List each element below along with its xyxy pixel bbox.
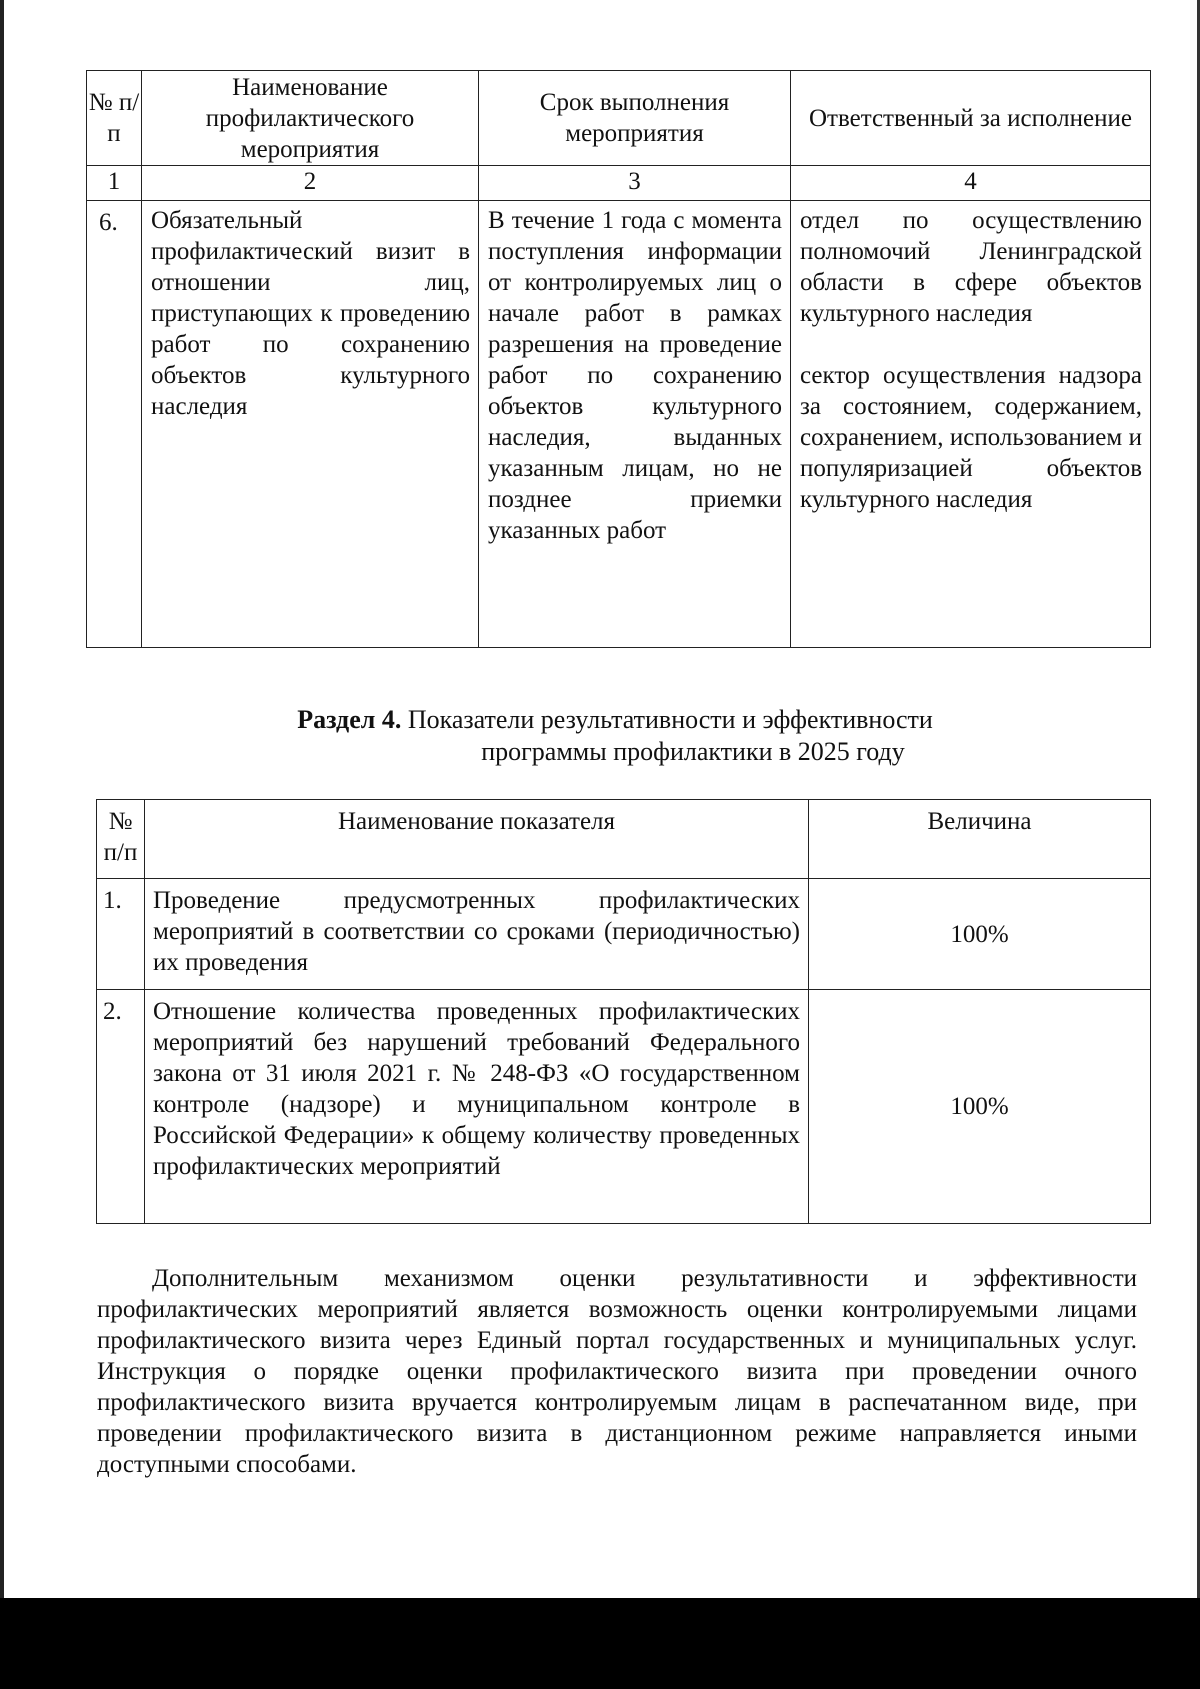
activities-table	[86, 70, 1151, 648]
row-number: 6.	[87, 201, 142, 648]
scan-left-edge	[0, 0, 4, 1689]
activity-term: В течение 1 года с момента поступления информации от контролируемых лиц о начале работ в рамках разрешения на проведение работ по сохранению объектов культурного наследия, выданных указанным лицам, но не позднее приемки указанных работ	[479, 201, 791, 648]
scan-bottom-band	[0, 1598, 1200, 1689]
table-row	[87, 201, 1151, 648]
table-row	[97, 879, 1151, 990]
table-header-row	[97, 800, 1151, 879]
column-number: 2	[142, 166, 479, 201]
indicator-name: Отношение количества проведенных профилактических мероприятий без нарушений требований Федерального закона от 31 июля 2021 г. № 248-ФЗ «О государственном контроле (надзоре) и муниципальном контроле в Российской Федерации» к общему количеству проведенных профилактических мероприятий	[145, 990, 809, 1224]
header-indicator-name: Наименование показателя	[145, 800, 809, 879]
activity-name: Обязательный профилактический визит в отношении лиц, приступающих к проведению работ по сохранению объектов культурного наследия	[142, 201, 479, 648]
row-number: 1.	[97, 879, 145, 990]
responsible-department: отдел по осуществлению полномочий Ленинградской области в сфере объектов культурного наследия	[800, 207, 1142, 327]
header-activity-name: Наименование профилактического мероприятия	[142, 71, 479, 166]
section-heading-line1	[150, 704, 1080, 736]
activity-responsible	[791, 201, 1151, 648]
indicator-name: Проведение предусмотренных профилактических мероприятий в соответствии со сроками (периодичностью) их проведения	[145, 879, 809, 990]
column-number-row	[87, 166, 1151, 201]
table-header-row	[87, 71, 1151, 166]
header-value: Величина	[809, 800, 1151, 879]
column-number: 4	[791, 166, 1151, 201]
row-number: 2.	[97, 990, 145, 1224]
table-row	[97, 990, 1151, 1224]
section-label: Раздел 4.	[297, 705, 402, 734]
indicator-value: 100%	[809, 879, 1151, 990]
body-paragraph: Дополнительным механизмом оценки результативности и эффективности профилактических мероприятий является возможность оценки контролируемыми лицами профилактического визита через Единый портал государственных и муниципальных услуг. Инструкция о порядке оценки профилактического визита при проведении очного профилактического визита вручается контролируемым лицам в распечатанном виде, при проведении профилактического визита в дистанционном режиме направляется иными доступными способами.	[97, 1265, 1137, 1478]
header-term: Срок выполнения мероприятия	[479, 71, 791, 166]
section-heading	[150, 704, 1080, 768]
header-number: № п/ п	[87, 71, 142, 166]
header-responsible: Ответственный за исполнение	[791, 71, 1151, 166]
responsible-sector: сектор осуществления надзора за состоянием, содержанием, сохранением, использованием и популяризацией объектов культурного наследия	[800, 362, 1142, 513]
indicator-value: 100%	[809, 990, 1151, 1224]
indicators-table	[96, 799, 1151, 1224]
section-title-part1: Показатели результативности и эффективности	[401, 705, 933, 734]
header-number: № п/п	[97, 800, 145, 879]
column-number: 3	[479, 166, 791, 201]
column-number: 1	[87, 166, 142, 201]
section-title-part2: программы профилактики в 2025 году	[481, 737, 905, 766]
